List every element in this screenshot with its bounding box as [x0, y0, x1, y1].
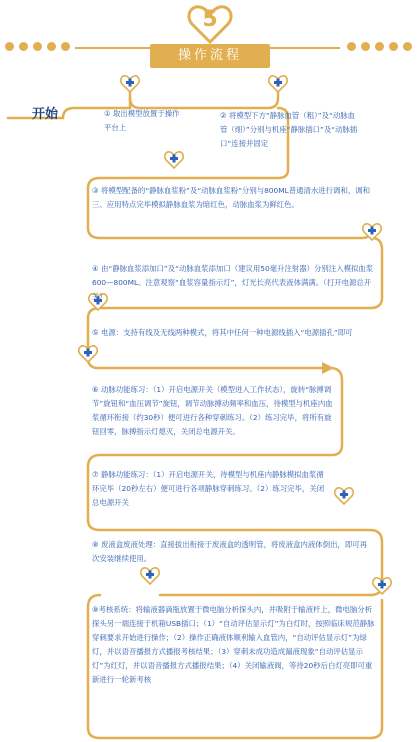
step-2: ② 将模型下方“静脉血管（粗）”及“动脉血管（细）”分别与机座“静脉插口”及“动脉插口”连接并固定: [220, 111, 358, 148]
start-label: 开始: [32, 107, 59, 122]
step-9: ⑨考核系统：将输液器滴瓶放置于微电脑分析探头内，并吸附于输液杆上，微电脑分析探头另一端连接于机箱USB插口；（1）“自动评估显示灯”为白灯时，按照临床规范静脉穿刺要求开始进行操作；（2）操作正确液体顺利输入血管内，“自动评估显示灯”为绿灯，并以语音播报方式播报考核结果；（3）穿刺未成功造成漏液现象“自动评估显示灯”为红灯，并以语音播报方式播报结果；（4）关闭输液阀，等待20秒后白灯亮即可重新进行一轮新考核: [92, 605, 375, 684]
step-5: ⑤ 电源：支持有线及无线两种模式，将其中任何一种电源线插入“电源插孔”即可: [92, 328, 353, 337]
step-7: ⑦ 静脉功能练习：（1）开启电源开关，待模型与机座内静脉模拟血浆循环完毕（20秒左右）便可进行各项静脉穿刺练习。（2）练习完毕，关闭总电源开关: [92, 470, 325, 507]
heart-plus-icon: [140, 566, 160, 586]
heart-plus-icon: [78, 344, 98, 364]
step-8: ⑧ 废液盒废液处理：直接拔出衔接于废液盒的透明管，将废液盒内液体倒出，即可再次安装继续使用。: [92, 540, 368, 563]
step-6: ⑥ 动脉功能练习：（1）开启电源开关（模型进入工作状态），旋转“脉搏调节”旋钮和“血压调节”旋钮，调节动脉搏动频率和血压，待模型与机座内血浆循环衔接（约30秒）便可进行各种穿刺练习。（2）练习完毕，将所有旋钮回零，脉搏指示灯熄灭，关闭总电源开关。: [92, 385, 333, 436]
heart-plus-icon: [164, 150, 184, 170]
step-1: ① 取出模型放置于操作平台上: [104, 109, 180, 132]
section-number: 5: [202, 7, 218, 32]
heart-plus-icon: [120, 74, 140, 94]
page-title: 操作流程: [150, 44, 270, 68]
heart-plus-icon: [268, 74, 288, 94]
heart-plus-icon: [362, 222, 382, 242]
step-4: ④ 由“静脉血浆添加口”及“动脉血浆添加口（建议用50毫升注射器）分别注入模拟血浆600—800ML。注意观察“血浆容量指示灯”，灯光长亮代表液体满满。（打开电源总开关）: [92, 264, 374, 301]
heart-plus-icon: [334, 486, 354, 506]
heart-plus-icon: [372, 576, 392, 596]
step-3: ③ 将模型配备的“静脉血浆粉”及“动脉血浆粉”分别与800ML普通清水进行调和，调和三、应用特点完毕模拟静脉血浆为暗红色，动脉血浆为鲜红色。: [92, 186, 371, 209]
